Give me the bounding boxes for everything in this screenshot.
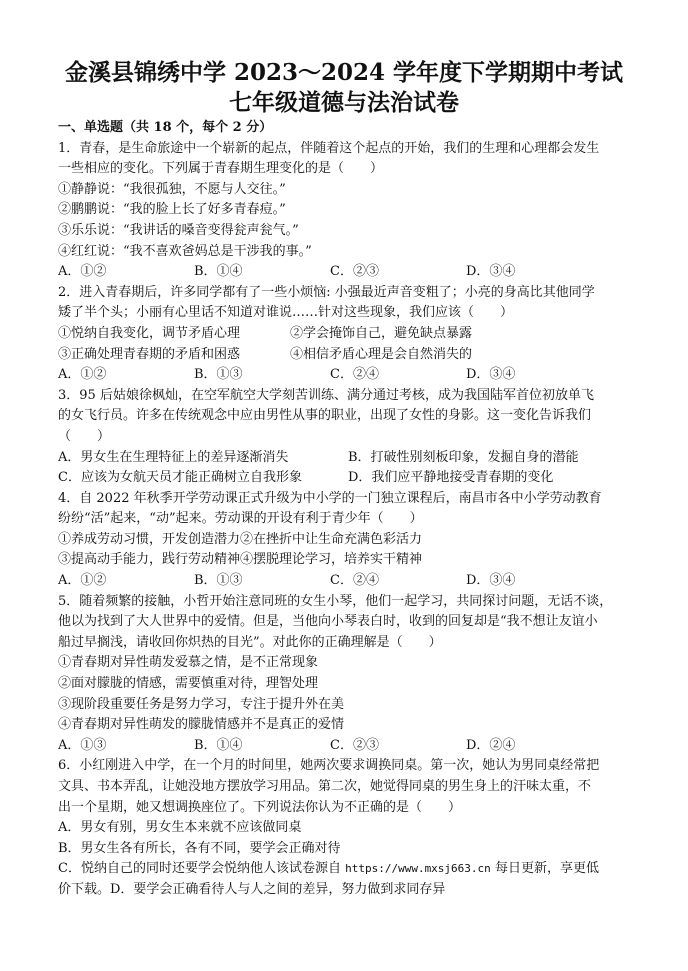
question-5-statement: ③现阶段重要任务是努力学习，专注于提升外在美 xyxy=(58,696,345,712)
question-3-stem: 3．95 后姑娘徐枫灿，在空军航空大学刻苦训练、满分通过考核，成为我国陆军首位初放单飞 xyxy=(58,387,594,403)
question-5-statement: ①青春期对异性萌发爱慕之情，是不正常现象 xyxy=(58,655,319,671)
question-1-stem: 一些相应的变化。下列属于青春期生理变化的是（ ） xyxy=(58,161,384,177)
option-d: 价下载。D．要学会正确看待人与人之间的差异，努力做到求同存异 xyxy=(58,881,446,897)
section-heading: 一、单选题（共 18 个，每个 2 分） xyxy=(58,120,273,135)
option-d: D．③④ xyxy=(466,264,516,280)
option-b: B．①③ xyxy=(194,573,243,589)
option-c: C．②③ xyxy=(330,264,379,280)
statement-2: ②学会掩饰自己，避免缺点暴露 xyxy=(290,325,473,341)
exam-title: 金溪县锦绣中学 2023～2024 学年度下学期期中考试 xyxy=(64,59,624,86)
question-3-options xyxy=(58,448,636,469)
question-5-statement: ②面对朦胧的情感，需要慎重对待，理智处理 xyxy=(58,676,319,692)
option-c xyxy=(58,859,636,880)
question-5-options xyxy=(58,736,636,757)
statement-3: ③正确处理青春期的矛盾和困惑 xyxy=(58,346,241,362)
option-a: A．①② xyxy=(58,573,107,589)
option-c: C．应该为女航天员才能正确树立自我形象 xyxy=(58,470,302,486)
option-b: B．①③ xyxy=(194,367,243,383)
question-6-stem: 文具、书本弄乱，让她没地方摆放学习用品。第二次，她觉得同桌的男生身上的汗味太重，不 xyxy=(58,779,592,794)
statement-1: ①悦纳自我变化，调节矛盾心理 xyxy=(58,325,241,341)
option-b: B．①④ xyxy=(194,737,243,753)
question-5-stem: 船过早搁浅，请收回你炽热的目光”。对此你的正确理解是（ ） xyxy=(58,634,442,650)
question-6-stem: 6．小红刚进入中学，在一个月的时间里，她两次要求调换同桌。第一次，她认为男同桌经常把 xyxy=(58,758,600,774)
option-c-tail: 每日更新，享更低 xyxy=(494,861,599,877)
question-5-stem: 他以为找到了大人世界中的爱情。但是，当他向小琴表白时，收到的回复却是“我不想让友谊小 xyxy=(58,614,598,630)
option-d: D．我们应平静地接受青春期的变化 xyxy=(348,470,554,486)
question-4-statements: ③提高动手能力，践行劳动精神④摆脱理论学习，培养实干精神 xyxy=(58,552,423,568)
question-4-stem: 纷纷“活”起来，“动”起来。劳动课的开设有利于青少年（ ） xyxy=(58,511,423,527)
option-b: B．男女生各有所长，各有不同，要学会正确对待 xyxy=(58,840,341,856)
option-c: C．②④ xyxy=(330,367,379,383)
question-3-stem: 的女飞行员。许多在传统观念中应由男性从事的职业，出现了女性的身影。这一变化告诉我们 xyxy=(58,408,592,424)
question-2-options xyxy=(58,365,636,386)
question-4-stem: 4．自 2022 年秋季开学劳动课正式升级为中小学的一门独立课程后，南昌市各中小学劳动教育 xyxy=(58,490,602,506)
question-2-statements xyxy=(58,345,636,366)
option-b: B．①④ xyxy=(194,264,243,280)
option-d: D．②④ xyxy=(466,737,516,753)
option-d: D．③④ xyxy=(466,573,516,589)
exam-content xyxy=(58,118,636,901)
option-c: C．②④ xyxy=(330,573,379,589)
question-2-stem: 2．进入青春期后，许多同学都有了一些小烦恼: 小强最近声音变粗了；小亮的身高比其他同学 xyxy=(58,284,595,300)
statement-4: ④相信矛盾心理是会自然消失的 xyxy=(290,346,473,362)
question-2-statements xyxy=(58,324,636,345)
option-b: B．打破性别刻板印象，发掘自身的潜能 xyxy=(348,449,579,465)
question-3-stem: （ ） xyxy=(58,428,111,444)
option-c: C．②③ xyxy=(330,737,379,753)
option-a: A．男女有别，男女生本来就不应该做同桌 xyxy=(58,820,302,836)
question-5-stem: 5．随着频繁的接触，小哲开始注意同班的女生小琴，他们一起学习，共同探讨问题，无话不谈， xyxy=(58,593,613,609)
question-1-options xyxy=(58,262,636,283)
option-d: D．③④ xyxy=(466,367,516,383)
option-a: A．①② xyxy=(58,264,107,280)
question-1-statement: ③乐乐说：“我讲话的嗓音变得瓮声瓮气。” xyxy=(58,222,299,238)
option-a: A．①② xyxy=(58,367,107,383)
question-5-statement: ④青春期对异性萌发的朦胧情感并不是真正的爱情 xyxy=(58,717,345,733)
question-4-statements: ①养成劳动习惯，开发创造潜力②在挫折中让生命充满色彩活力 xyxy=(58,531,423,547)
exam-subtitle: 七年级道德与法治试卷 xyxy=(229,89,459,116)
option-a: A．男女生在生理特征上的差异逐渐消失 xyxy=(58,449,289,465)
question-1-statement: ②鹏鹏说：“我的脸上长了好多青春痘。” xyxy=(58,202,286,218)
question-1-statement: ④红红说：“我不喜欢爸妈总是干涉我的事。” xyxy=(58,243,312,259)
question-1-statement: ①静静说：“我很孤独，不愿与人交往。” xyxy=(58,181,286,197)
source-url-link[interactable]: https://www.mxsj663.cn xyxy=(345,862,491,876)
question-6-stem: 出一个星期，她又想调换座位了。下列说法你认为不正确的是（ ） xyxy=(58,799,462,815)
option-a: A．①③ xyxy=(58,737,107,753)
option-c-text: C．悦纳自己的同时还要学会悦纳他人该试卷源自 xyxy=(58,861,341,877)
question-2-stem: 矮了半个头；小丽有心里话不知道对谁说……针对这些现象，我们应该（ ） xyxy=(58,305,514,321)
question-1-stem: 1．青春，是生命旅途中一个崭新的起点，伴随着这个起点的开始，我们的生理和心理都会发生 xyxy=(58,140,600,156)
question-4-options xyxy=(58,571,636,592)
question-3-options xyxy=(58,468,636,489)
